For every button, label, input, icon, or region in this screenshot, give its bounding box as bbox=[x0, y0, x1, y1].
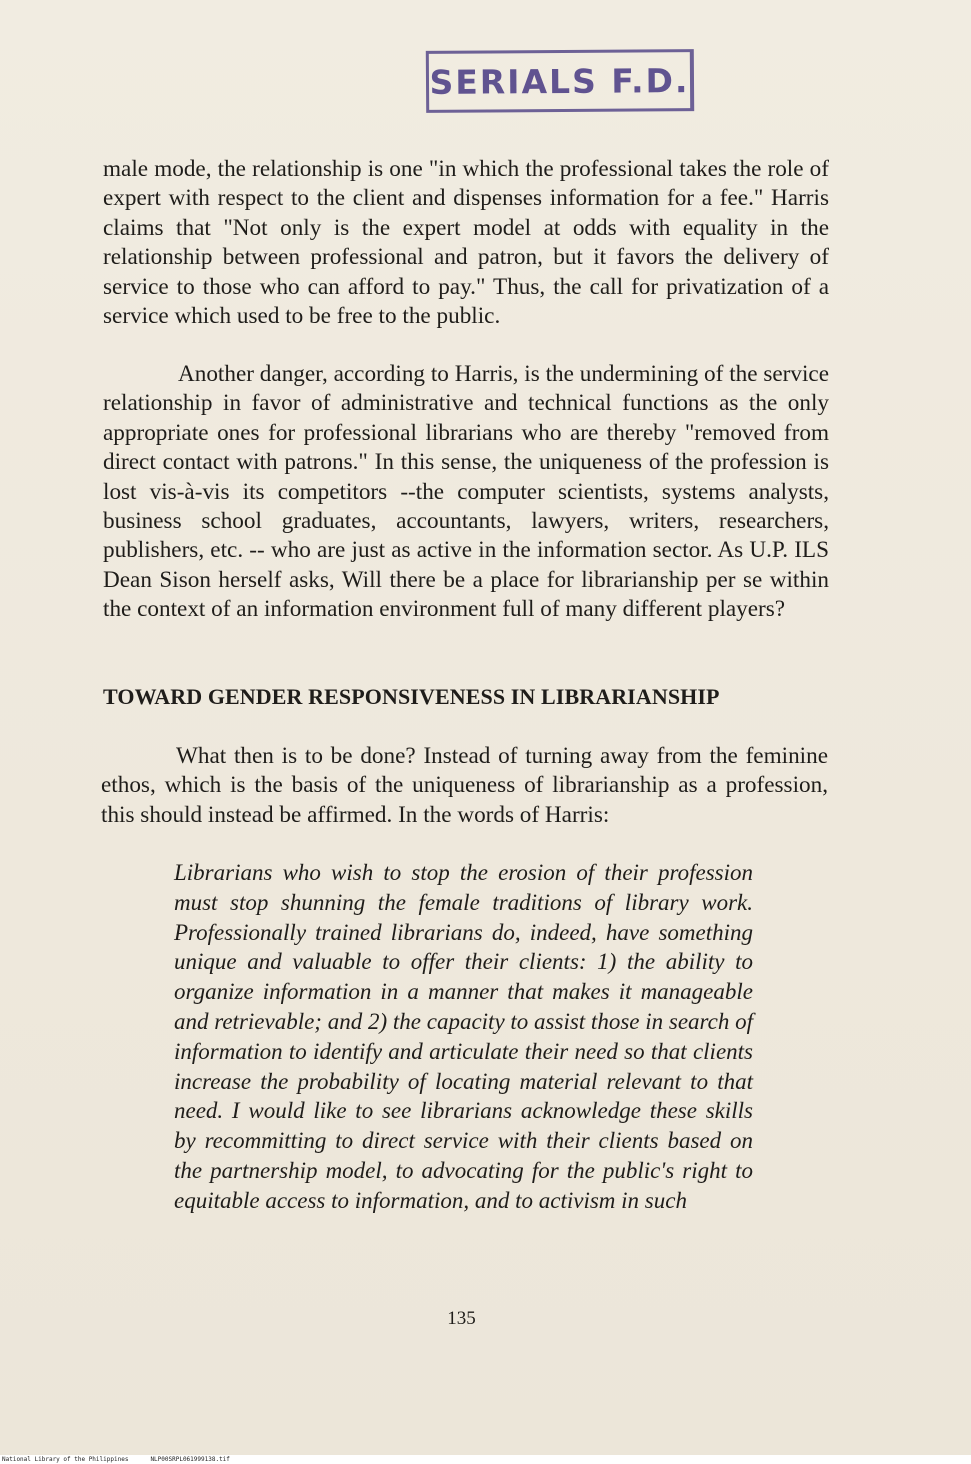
footer-source: National Library of the Philippines bbox=[2, 1456, 129, 1463]
serials-stamp bbox=[426, 49, 694, 113]
section-heading: TOWARD GENDER RESPONSIVENESS IN LIBRARIANSHIP bbox=[103, 684, 720, 709]
block-quote: Librarians who wish to stop the erosion of their profession must stop shunning the female traditions of library work. Professionally trained librarians do, indeed, have something unique and valuable to offer their clients: 1) the ability to organize information in a manner that makes it manageable and retrievable; and 2) the capacity to assist those in search of information to identify and articulate their need so that clients increase the probability of locating material relevant to that need. I would like to see librarians acknowledge these skills by recommitting to direct service with their clients based on the partnership model, to advocating for the public's right to equitable access to information, and to activism in such bbox=[174, 860, 753, 1213]
page-number: 135 bbox=[447, 1308, 476, 1329]
paragraph-2: Another danger, according to Harris, is the undermining of the service relationship in favor of administrative and technical functions as the only appropriate ones for professional librarians who are thereby "removed from direct contact with patrons." In this sense, the uniqueness of the profession is lost vis-à-vis its competitors --the computer scientists, systems analysts, business school graduates, accountants, lawyers, writers, researchers, publishers, etc. -- who are just as active in the information sector. As U.P. ILS Dean Sison herself asks, Will there be a place for librarianship per se within the context of an information environment full of many different players? bbox=[103, 361, 829, 623]
paragraph-3: What then is to be done? Instead of turning away from the feminine ethos, which is the basis of the uniqueness of librarianship as a profession, this should instead be affirmed. In the words of Harris: bbox=[101, 743, 828, 828]
footer-file: NLP00SRPL061999138.tif bbox=[150, 1456, 230, 1463]
scan-footer bbox=[0, 1455, 971, 1464]
stamp-text: SERIALS F.D. bbox=[429, 60, 690, 102]
paragraph-1: male mode, the relationship is one "in which the professional takes the role of expert with respect to the client and dispenses information for a fee." Harris claims that "Not only is the expert model at odds with equality in the relationship between professional and patron, but it favors the delivery of service to those who can afford to pay." Thus, the call for privatization of a service which used to be free to the public. bbox=[103, 156, 829, 330]
